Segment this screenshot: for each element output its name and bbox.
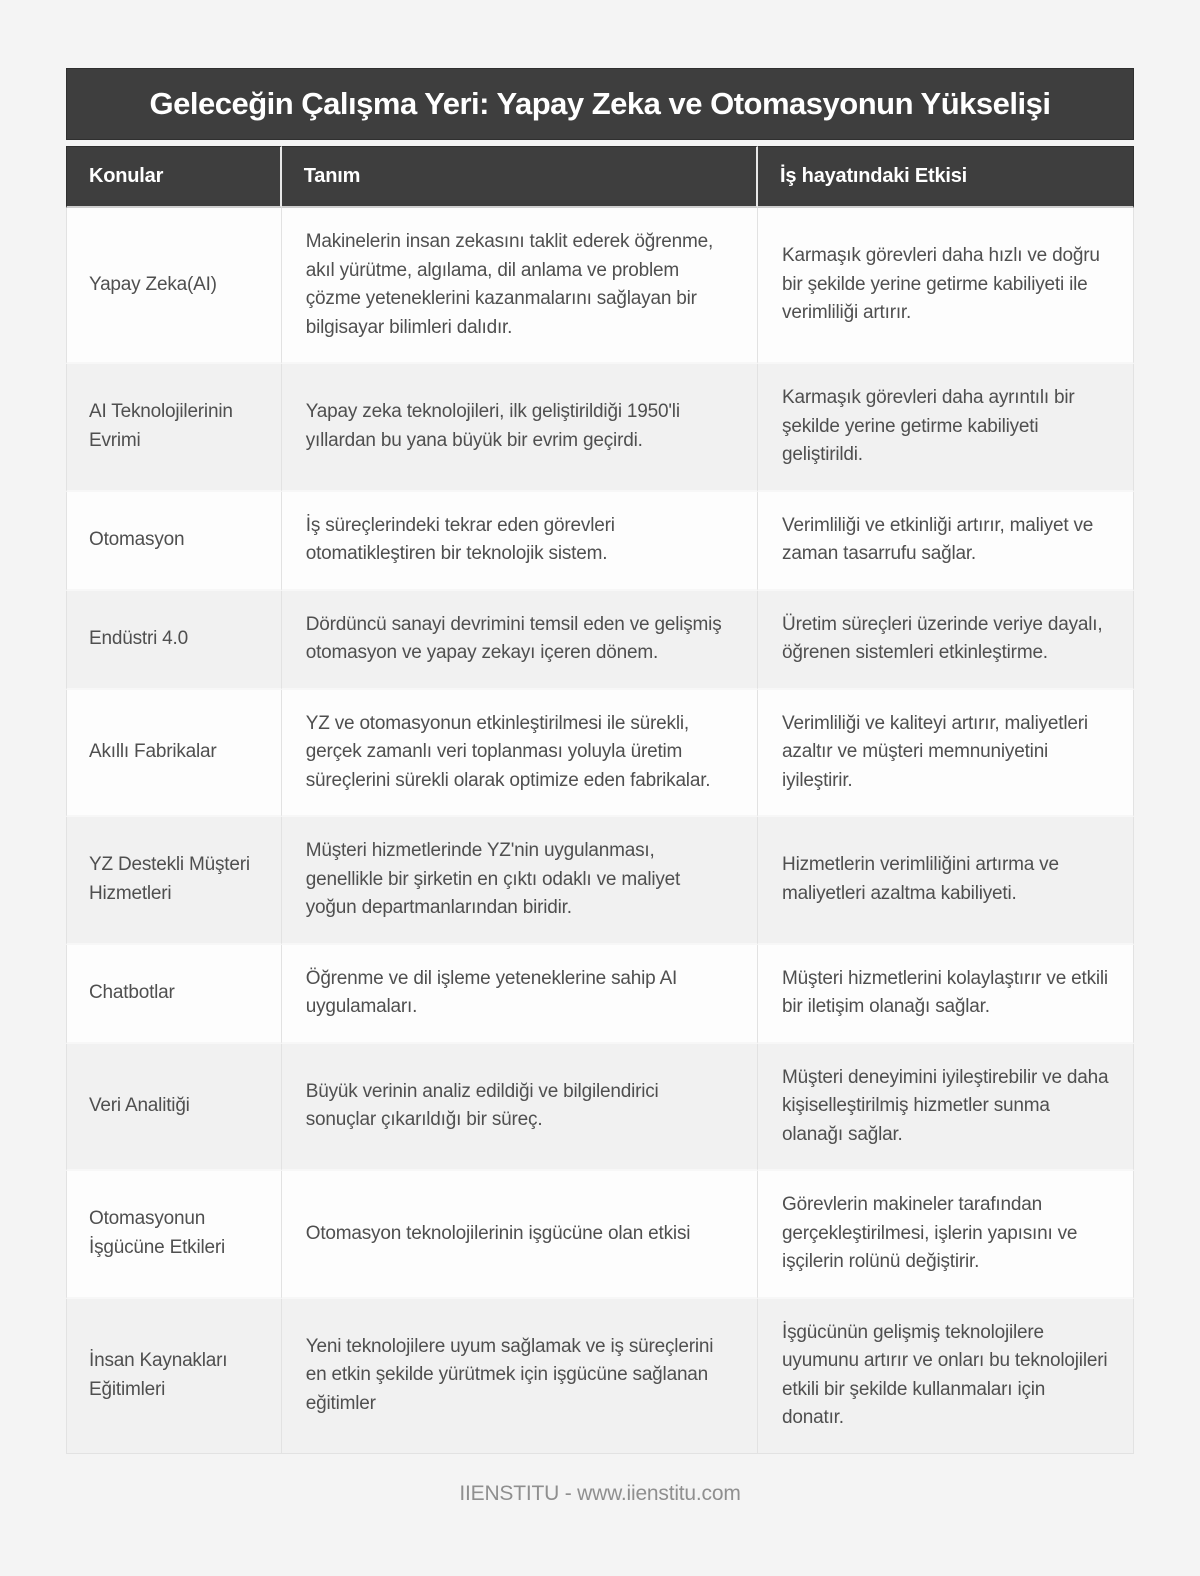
topic-cell: Chatbotlar <box>66 945 282 1044</box>
definition-cell: Büyük verinin analiz edildiği ve bilgilendirici sonuçlar çıkarıldığı bir süreç. <box>282 1044 758 1172</box>
impact-cell: Üretim süreçleri üzerinde veriye dayalı, öğrenen sistemleri etkinleştirme. <box>758 591 1134 690</box>
topic-cell: Otomasyon <box>66 492 282 591</box>
page-title: Geleceğin Çalışma Yeri: Yapay Zeka ve Otomasyonun Yükselişi <box>66 68 1134 140</box>
table-body <box>66 208 1134 1454</box>
table-row <box>66 690 1134 818</box>
definition-cell: İş süreçlerindeki tekrar eden görevleri otomatikleştiren bir teknolojik sistem. <box>282 492 758 591</box>
infographic-sheet <box>66 68 1134 1576</box>
topic-cell: İnsan Kaynakları Eğitimleri <box>66 1299 282 1454</box>
table-row <box>66 1171 1134 1299</box>
column-header-konular: Konular <box>66 146 282 208</box>
impact-cell: Görevlerin makineler tarafından gerçekleştirilmesi, işlerin yapısını ve işçilerin rolünü değiştirir. <box>758 1171 1134 1299</box>
table-header-row <box>66 146 1134 208</box>
impact-cell: İşgücünün gelişmiş teknolojilere uyumunu artırır ve onları bu teknolojileri etkili bir şekilde kullanmaları için donatır. <box>758 1299 1134 1454</box>
footer-credit: IIENSTITU - www.iienstitu.com <box>459 1481 741 1505</box>
topic-cell: Veri Analitiği <box>66 1044 282 1172</box>
impact-cell: Karmaşık görevleri daha hızlı ve doğru bir şekilde yerine getirme kabiliyeti ile verimliliği artırır. <box>758 208 1134 364</box>
impact-cell: Verimliliği ve kaliteyi artırır, maliyetleri azaltır ve müşteri memnuniyetini iyileştirir. <box>758 690 1134 818</box>
table-row <box>66 492 1134 591</box>
topics-table <box>66 146 1134 1454</box>
column-header-is-hayatindaki-etkisi: İş hayatındaki Etkisi <box>758 146 1134 208</box>
definition-cell: Yapay zeka teknolojileri, ilk geliştirildiği 1950'li yıllardan bu yana büyük bir evrim geçirdi. <box>282 364 758 492</box>
table-row <box>66 1299 1134 1454</box>
impact-cell: Hizmetlerin verimliliğini artırma ve maliyetleri azaltma kabiliyeti. <box>758 817 1134 945</box>
topic-cell: YZ Destekli Müşteri Hizmetleri <box>66 817 282 945</box>
topic-cell: Otomasyonun İşgücüne Etkileri <box>66 1171 282 1299</box>
topic-cell: Akıllı Fabrikalar <box>66 690 282 818</box>
definition-cell: Öğrenme ve dil işleme yeteneklerine sahip AI uygulamaları. <box>282 945 758 1044</box>
topic-cell: Yapay Zeka(AI) <box>66 208 282 364</box>
table-row <box>66 817 1134 945</box>
table-row <box>66 1044 1134 1172</box>
column-header-tanim: Tanım <box>282 146 758 208</box>
definition-cell: Yeni teknolojilere uyum sağlamak ve iş süreçlerini en etkin şekilde yürütmek için işgücüne sağlanan eğitimler <box>282 1299 758 1454</box>
topic-cell: Endüstri 4.0 <box>66 591 282 690</box>
table-row <box>66 364 1134 492</box>
table-row <box>66 945 1134 1044</box>
impact-cell: Verimliliği ve etkinliği artırır, maliyet ve zaman tasarrufu sağlar. <box>758 492 1134 591</box>
topic-cell: AI Teknolojilerinin Evrimi <box>66 364 282 492</box>
definition-cell: Dördüncü sanayi devrimini temsil eden ve gelişmiş otomasyon ve yapay zekayı içeren dönem. <box>282 591 758 690</box>
impact-cell: Müşteri deneyimini iyileştirebilir ve daha kişiselleştirilmiş hizmetler sunma olanağı sağlar. <box>758 1044 1134 1172</box>
definition-cell: Müşteri hizmetlerinde YZ'nin uygulanması, genellikle bir şirketin en çıktı odaklı ve maliyet yoğun departmanlarından biridir. <box>282 817 758 945</box>
definition-cell: YZ ve otomasyonun etkinleştirilmesi ile sürekli, gerçek zamanlı veri toplanması yoluyla üretim süreçlerini sürekli olarak optimize eden fabrikalar. <box>282 690 758 818</box>
definition-cell: Makinelerin insan zekasını taklit ederek öğrenme, akıl yürütme, algılama, dil anlama ve problem çözme yeteneklerini kazanmalarını sağlayan bir bilgisayar bilimleri dalıdır. <box>282 208 758 364</box>
impact-cell: Müşteri hizmetlerini kolaylaştırır ve etkili bir iletişim olanağı sağlar. <box>758 945 1134 1044</box>
definition-cell: Otomasyon teknolojilerinin işgücüne olan etkisi <box>282 1171 758 1299</box>
table-row <box>66 208 1134 364</box>
table-row <box>66 591 1134 690</box>
impact-cell: Karmaşık görevleri daha ayrıntılı bir şekilde yerine getirme kabiliyeti geliştirildi. <box>758 364 1134 492</box>
